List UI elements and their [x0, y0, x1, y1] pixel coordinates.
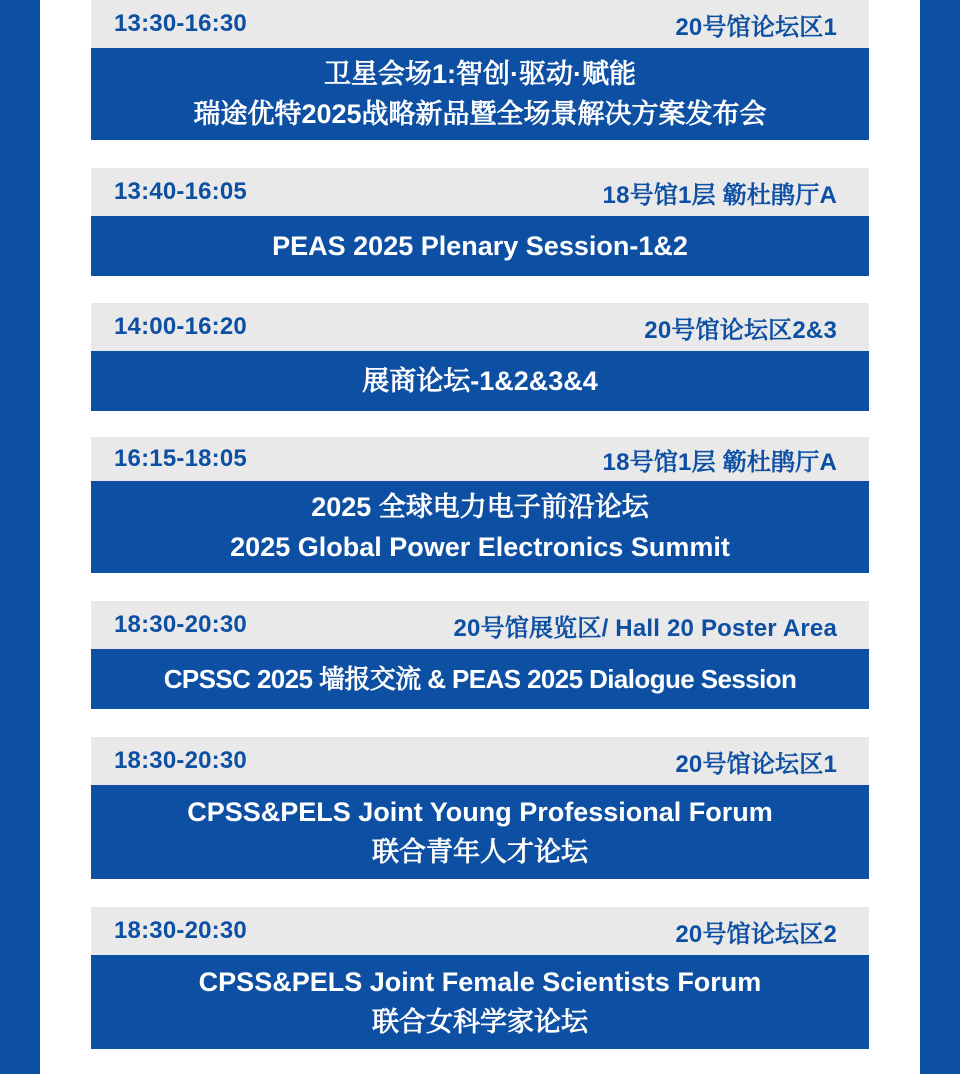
session-venue: 20号馆论坛区2	[675, 920, 837, 948]
session-venue: 20号馆论坛区1	[675, 750, 837, 778]
session-time: 18:30-20:30	[114, 917, 247, 944]
session-title-box	[91, 955, 869, 1049]
session-time: 16:15-18:05	[114, 445, 247, 472]
session-venue: 20号馆论坛区2&3	[644, 316, 837, 344]
session-card	[91, 737, 869, 879]
session-card	[91, 0, 869, 140]
session-time: 14:00-16:20	[114, 313, 247, 340]
session-title-box	[91, 216, 869, 276]
session-title-line: 展商论坛-1&2&3&4	[362, 366, 598, 396]
session-header	[91, 168, 869, 216]
session-header	[91, 437, 869, 481]
session-venue: 18号馆1层 簕杜鹃厅A	[602, 181, 837, 209]
session-header	[91, 737, 869, 785]
session-title-line: CPSS&PELS Joint Female Scientists Forum	[198, 967, 762, 997]
session-time: 18:30-20:30	[114, 747, 247, 774]
session-header	[91, 907, 869, 955]
session-title-box	[91, 351, 869, 411]
session-time: 13:40-16:05	[114, 178, 247, 205]
session-title-line: 瑞途优特2025战略新品暨全场景解决方案发布会	[193, 99, 767, 129]
session-title-line: 联合青年人才论坛	[372, 837, 588, 867]
session-card	[91, 601, 869, 709]
session-header	[91, 601, 869, 649]
session-title-box	[91, 785, 869, 879]
session-time: 18:30-20:30	[114, 611, 247, 638]
session-title-box	[91, 481, 869, 573]
session-title-line: CPSSC 2025 墙报交流 & PEAS 2025 Dialogue Session	[163, 664, 797, 694]
session-card	[91, 907, 869, 1049]
session-title-line: 卫星会场1:智创·驱动·赋能	[324, 59, 636, 89]
session-title-line: 联合女科学家论坛	[372, 1007, 588, 1037]
session-title-box	[91, 649, 869, 709]
session-title-line: 2025 Global Power Electronics Summit	[230, 532, 730, 562]
session-time: 13:30-16:30	[114, 10, 247, 37]
session-card	[91, 437, 869, 573]
session-header	[91, 303, 869, 351]
session-header	[91, 0, 869, 48]
session-title-line: CPSS&PELS Joint Young Professional Forum	[187, 797, 773, 827]
session-card	[91, 168, 869, 276]
session-venue: 18号馆1层 簕杜鹃厅A	[602, 448, 837, 476]
session-title-line: 2025 全球电力电子前沿论坛	[311, 492, 649, 522]
session-title-box	[91, 48, 869, 140]
session-title-line: PEAS 2025 Plenary Session-1&2	[272, 231, 688, 261]
session-venue: 20号馆论坛区1	[675, 13, 837, 41]
session-venue: 20号馆展览区/ Hall 20 Poster Area	[453, 614, 837, 642]
session-card	[91, 303, 869, 411]
